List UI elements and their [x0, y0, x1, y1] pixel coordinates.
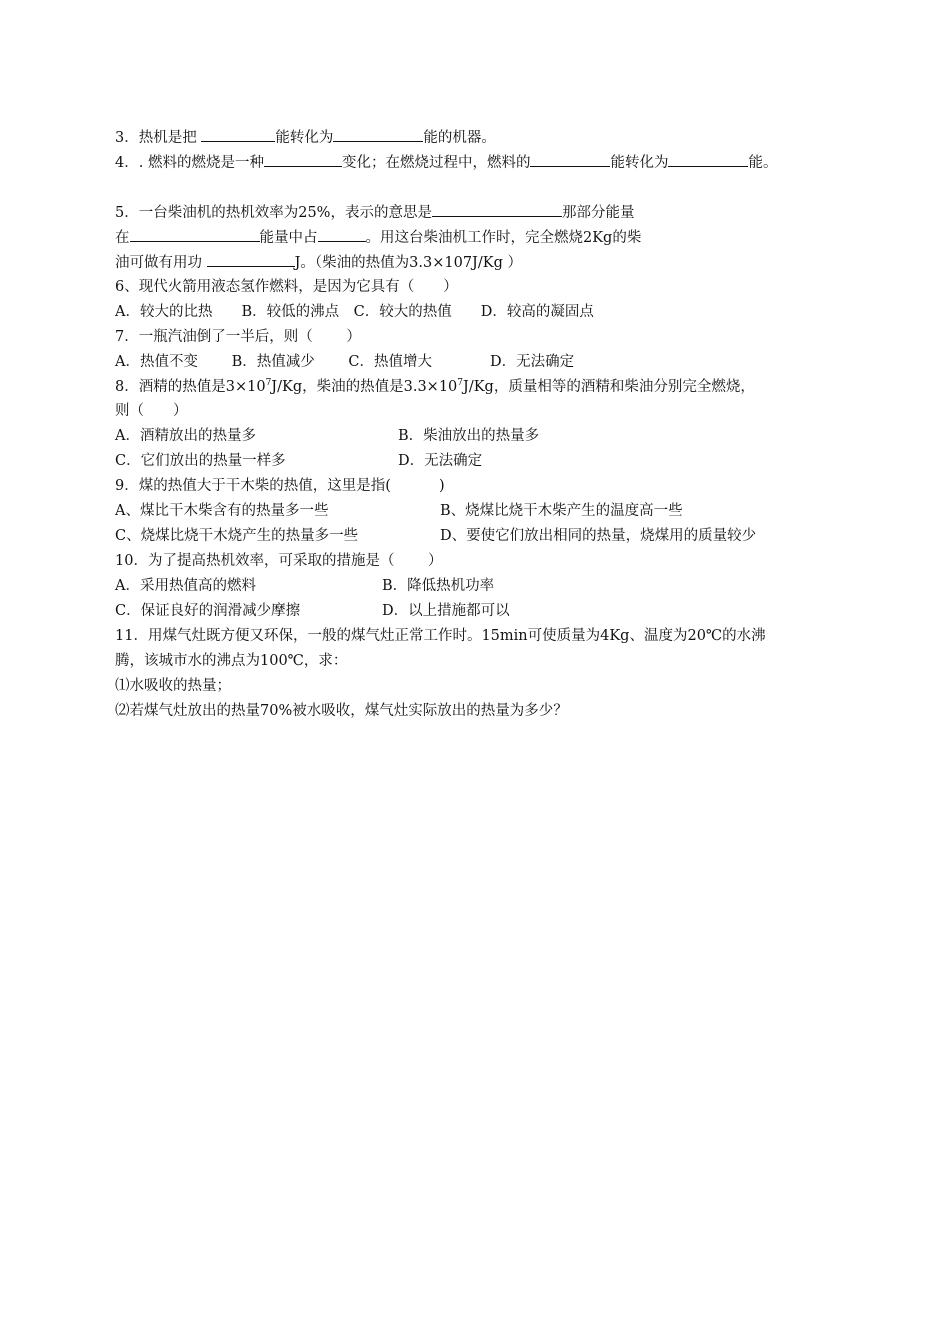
question-7-stem: 7．一瓶汽油倒了一半后，则（ ）: [115, 329, 361, 345]
question-10-option-d: D．以上措施都可以: [382, 603, 510, 619]
question-9-stem: 9．煤的热值大于干木柴的热值，这里是指( ): [115, 478, 445, 494]
question-4: 4．. 燃料的燃烧是一种 变化；在燃烧过程中，燃料的 能转化为 能。: [115, 152, 777, 173]
question-5-line-1: 5．一台柴油机的热机效率为25%，表示的意思是 那部分能量: [115, 202, 634, 223]
question-10-option-c: C．保证良好的润滑减少摩擦: [115, 603, 301, 619]
answer-blank[interactable]: [264, 152, 342, 167]
question-9-option-c: C、烧煤比烧干木烧产生的热量多一些: [115, 528, 359, 544]
answer-blank[interactable]: [201, 127, 275, 142]
question-5-line-2: 在 能量中占 。用这台柴油机工作时，完全燃烧2Kg的柴: [115, 227, 641, 248]
question-6-stem: 6、现代火箭用液态氢作燃料，是因为它具有（ ）: [115, 279, 458, 295]
answer-blank[interactable]: [318, 227, 366, 242]
answer-blank[interactable]: [668, 152, 748, 167]
question-3: 3．热机是把 能转化为 能的机器。: [115, 127, 496, 148]
question-8-stem-cont: 则（ ）: [115, 403, 188, 419]
answer-blank[interactable]: [432, 202, 562, 217]
question-8-stem: 8．酒精的热值是$3\times 10^7J/Kg$，柴油的热值是$3.3\times 10^7J/Kg$，质量相等的酒精和柴油分别完全燃烧，: [115, 378, 755, 395]
question-7-options: A．热值不变 B．热值减少 C．热值增大 D．无法确定: [115, 354, 575, 370]
question-9-option-d: D、要使它们放出相同的热量，烧煤用的质量较少: [440, 528, 757, 544]
question-10-stem: 10．为了提高热机效率，可采取的措施是（ ）: [115, 553, 443, 569]
answer-blank[interactable]: [333, 127, 423, 142]
question-11-part-2: ⑵若煤气灶放出的热量70%被水吸收，煤气灶实际放出的热量为多少？: [115, 703, 568, 719]
answer-blank[interactable]: [207, 252, 295, 267]
question-6-options: A．较大的比热 B．较低的沸点 C．较大的热值 D．较高的凝固点: [115, 304, 594, 320]
question-9-option-b: B、烧煤比烧干木柴产生的温度高一些: [440, 503, 683, 519]
question-8-option-d: D．无法确定: [398, 453, 483, 469]
answer-blank[interactable]: [530, 152, 610, 167]
question-10-option-a: A．采用热值高的燃料: [115, 578, 256, 594]
question-8-option-a: A．酒精放出的热量多: [115, 428, 256, 444]
answer-blank[interactable]: [130, 227, 260, 242]
question-11-part-1: ⑴水吸收的热量；: [115, 678, 231, 694]
question-10-option-b: B．降低热机功率: [382, 578, 495, 594]
question-5-line-3: 油可做有用功 J。（柴油的热值为3.3×107J/Kg ）: [115, 252, 522, 273]
question-9-option-a: A、煤比干木柴含有的热量多一些: [115, 503, 329, 519]
question-11-stem-cont: 腾，该城市水的沸点为100℃，求：: [115, 653, 348, 669]
question-8-option-c: C．它们放出的热量一样多: [115, 453, 286, 469]
question-11-stem: 11．用煤气灶既方便又环保，一般的煤气灶正常工作时。15min可使质量为4Kg、温度为20℃的水沸: [115, 628, 766, 644]
question-8-option-b: B．柴油放出的热量多: [398, 428, 540, 444]
